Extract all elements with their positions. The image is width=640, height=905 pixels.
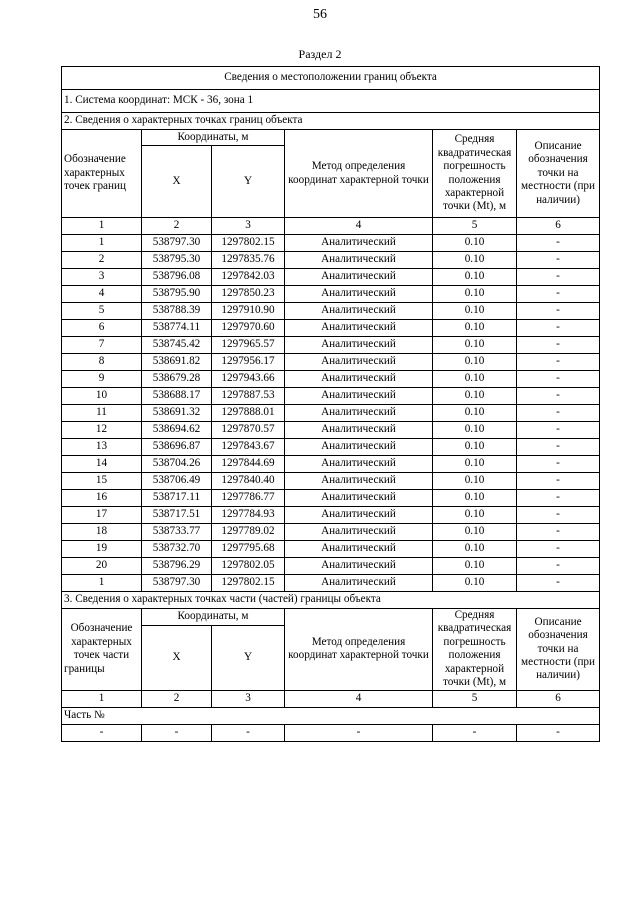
table-cell: 2	[62, 252, 142, 269]
table-cell: Аналитический	[285, 524, 433, 541]
table-cell: 538696.87	[142, 439, 212, 456]
table-row	[62, 337, 600, 354]
table-cell: -	[142, 724, 212, 741]
table-cell: 0.10	[433, 541, 517, 558]
table-cell: 16	[62, 490, 142, 507]
table-cell: -	[517, 354, 600, 371]
table-cell: 0.10	[433, 490, 517, 507]
column-number: 2	[142, 218, 212, 235]
table-title: Сведения о местоположении границ объекта	[62, 67, 600, 90]
table-cell: 5	[62, 303, 142, 320]
table-cell: 1297840.40	[212, 473, 285, 490]
table-cell: -	[285, 724, 433, 741]
column-number: 4	[285, 690, 433, 707]
table-row	[62, 575, 600, 592]
table-cell: Аналитический	[285, 388, 433, 405]
table-cell: 18	[62, 524, 142, 541]
table-cell: 0.10	[433, 575, 517, 592]
table-cell: 1297789.02	[212, 524, 285, 541]
table-row	[62, 558, 600, 575]
table-cell: 1	[62, 575, 142, 592]
table-cell: Аналитический	[285, 507, 433, 524]
table-cell: -	[517, 303, 600, 320]
table-cell: 538691.32	[142, 405, 212, 422]
table-cell: -	[517, 286, 600, 303]
part-method-header: Метод определения координат характерной точки	[285, 609, 433, 691]
table-row	[62, 507, 600, 524]
table-cell: -	[517, 371, 600, 388]
designation-header: Обозначение характерных точек границ	[62, 130, 142, 218]
table-cell: Аналитический	[285, 490, 433, 507]
table-cell: 538796.08	[142, 269, 212, 286]
table-cell: 1297802.15	[212, 235, 285, 252]
table-cell: 9	[62, 371, 142, 388]
table-cell: 1297888.01	[212, 405, 285, 422]
part-designation-header: Обозначение характерных точек части границы	[62, 609, 142, 691]
table-cell: 0.10	[433, 524, 517, 541]
table-cell: -	[517, 252, 600, 269]
y-header: Y	[212, 146, 285, 218]
column-number: 3	[212, 218, 285, 235]
table-cell: Аналитический	[285, 252, 433, 269]
table-cell: -	[517, 337, 600, 354]
column-number: 6	[517, 690, 600, 707]
table-cell: Аналитический	[285, 541, 433, 558]
table-cell: 0.10	[433, 456, 517, 473]
part-coords-header: Координаты, м	[142, 609, 285, 626]
table-cell: Аналитический	[285, 422, 433, 439]
table-cell: 538717.51	[142, 507, 212, 524]
table-cell: 4	[62, 286, 142, 303]
table-cell: 0.10	[433, 371, 517, 388]
table-cell: 1	[62, 235, 142, 252]
table-row	[62, 320, 600, 337]
table-cell: 538706.49	[142, 473, 212, 490]
table-row	[62, 473, 600, 490]
table-cell: 7	[62, 337, 142, 354]
table-cell: 1297784.93	[212, 507, 285, 524]
column-number: 3	[212, 690, 285, 707]
table-cell: 538795.90	[142, 286, 212, 303]
method-header: Метод определения координат характерной точки	[285, 130, 433, 218]
boundary-table	[61, 66, 600, 742]
table-cell: -	[517, 269, 600, 286]
table-row	[62, 439, 600, 456]
table-cell: -	[62, 724, 142, 741]
table-cell: Аналитический	[285, 269, 433, 286]
table-cell: 0.10	[433, 320, 517, 337]
table-cell: 538717.11	[142, 490, 212, 507]
part2-title: 2. Сведения о характерных точках границ объекта	[62, 113, 600, 130]
table-cell: Аналитический	[285, 558, 433, 575]
table-cell: 20	[62, 558, 142, 575]
empty-part-row	[62, 724, 600, 741]
table-cell: 0.10	[433, 354, 517, 371]
part-y-header: Y	[212, 625, 285, 690]
part-column-numbers-row	[62, 690, 600, 707]
table-cell: 6	[62, 320, 142, 337]
column-number: 6	[517, 218, 600, 235]
table-row	[62, 524, 600, 541]
table-cell: 0.10	[433, 269, 517, 286]
table-row	[62, 235, 600, 252]
table-cell: 538745.42	[142, 337, 212, 354]
table-cell: 0.10	[433, 405, 517, 422]
table-cell: 538694.62	[142, 422, 212, 439]
table-row	[62, 388, 600, 405]
table-row	[62, 354, 600, 371]
table-cell: 1297844.69	[212, 456, 285, 473]
table-cell: 538774.11	[142, 320, 212, 337]
table-cell: -	[517, 388, 600, 405]
coords-header: Координаты, м	[142, 130, 285, 146]
column-number: 5	[433, 218, 517, 235]
table-cell: -	[517, 235, 600, 252]
table-cell: 0.10	[433, 439, 517, 456]
table-cell: 0.10	[433, 507, 517, 524]
table-cell: 8	[62, 354, 142, 371]
table-cell: Аналитический	[285, 473, 433, 490]
table-cell: 1297786.77	[212, 490, 285, 507]
table-cell: 1297870.57	[212, 422, 285, 439]
table-cell: 538691.82	[142, 354, 212, 371]
column-number: 1	[62, 218, 142, 235]
table-cell: 0.10	[433, 558, 517, 575]
table-cell: Аналитический	[285, 456, 433, 473]
table-cell: 538788.39	[142, 303, 212, 320]
table-cell: 0.10	[433, 286, 517, 303]
table-cell: 1297842.03	[212, 269, 285, 286]
table-cell: 538795.30	[142, 252, 212, 269]
table-cell: 1297802.05	[212, 558, 285, 575]
table-cell: 1297970.60	[212, 320, 285, 337]
column-number: 1	[62, 690, 142, 707]
column-numbers-row	[62, 218, 600, 235]
table-cell: 538732.70	[142, 541, 212, 558]
table-cell: Аналитический	[285, 337, 433, 354]
table-cell: 0.10	[433, 473, 517, 490]
table-cell: 538733.77	[142, 524, 212, 541]
table-cell: -	[517, 439, 600, 456]
error-header: Средняя квадратическая погрешность положения характерной точки (Mt), м	[433, 130, 517, 218]
table-cell: 15	[62, 473, 142, 490]
table-cell: Аналитический	[285, 371, 433, 388]
table-cell: 1297887.53	[212, 388, 285, 405]
table-cell: -	[517, 541, 600, 558]
table-cell: 10	[62, 388, 142, 405]
table-cell: 3	[62, 269, 142, 286]
table-cell: -	[517, 507, 600, 524]
table-row	[62, 422, 600, 439]
table-cell: Аналитический	[285, 405, 433, 422]
table-cell: -	[517, 456, 600, 473]
table-cell: Аналитический	[285, 575, 433, 592]
table-cell: 0.10	[433, 388, 517, 405]
page-number: 56	[313, 7, 327, 22]
column-number: 4	[285, 218, 433, 235]
table-row	[62, 252, 600, 269]
part-x-header: X	[142, 625, 212, 690]
table-row	[62, 405, 600, 422]
column-number: 5	[433, 690, 517, 707]
section-title: Раздел 2	[298, 47, 342, 61]
table-cell: -	[517, 405, 600, 422]
table-cell: -	[433, 724, 517, 741]
table-cell: 1297956.17	[212, 354, 285, 371]
table-row	[62, 269, 600, 286]
table-cell: 1297910.90	[212, 303, 285, 320]
part-error-header: Средняя квадратическая погрешность положения характерной точки (Mt), м	[433, 609, 517, 691]
table-cell: -	[517, 320, 600, 337]
table-cell: 1297802.15	[212, 575, 285, 592]
table-cell: -	[517, 490, 600, 507]
table-cell: 538797.30	[142, 575, 212, 592]
table-cell: -	[212, 724, 285, 741]
table-row	[62, 490, 600, 507]
table-cell: Аналитический	[285, 354, 433, 371]
description-header: Описание обозначения точки на местности (при наличии)	[517, 130, 600, 218]
part-description-header: Описание обозначения точки на местности (при наличии)	[517, 609, 600, 691]
table-cell: 0.10	[433, 337, 517, 354]
column-number: 2	[142, 690, 212, 707]
points-body	[62, 235, 600, 592]
table-cell: 1297850.23	[212, 286, 285, 303]
table-cell: -	[517, 473, 600, 490]
table-cell: -	[517, 558, 600, 575]
table-cell: 538688.17	[142, 388, 212, 405]
table-cell: 17	[62, 507, 142, 524]
table-cell: Аналитический	[285, 320, 433, 337]
table-cell: -	[517, 422, 600, 439]
table-cell: 1297795.68	[212, 541, 285, 558]
table-cell: -	[517, 724, 600, 741]
table-cell: -	[517, 524, 600, 541]
table-cell: 538679.28	[142, 371, 212, 388]
table-row	[62, 303, 600, 320]
table-cell: 12	[62, 422, 142, 439]
part-number-label: Часть №	[62, 707, 600, 724]
table-cell: 0.10	[433, 235, 517, 252]
part3-title: 3. Сведения о характерных точках части (частей) границы объекта	[62, 592, 600, 609]
x-header: X	[142, 146, 212, 218]
coord-system: 1. Система координат: МСК - 36, зона 1	[62, 90, 600, 113]
table-cell: 13	[62, 439, 142, 456]
table-cell: Аналитический	[285, 439, 433, 456]
table-cell: 0.10	[433, 303, 517, 320]
table-cell: Аналитический	[285, 286, 433, 303]
table-cell: Аналитический	[285, 303, 433, 320]
table-cell: 538797.30	[142, 235, 212, 252]
table-row	[62, 286, 600, 303]
table-cell: -	[517, 575, 600, 592]
table-row	[62, 541, 600, 558]
table-cell: 1297943.66	[212, 371, 285, 388]
table-cell: 0.10	[433, 252, 517, 269]
table-row	[62, 456, 600, 473]
table-cell: 1297835.76	[212, 252, 285, 269]
table-cell: 19	[62, 541, 142, 558]
table-cell: 538796.29	[142, 558, 212, 575]
table-cell: 14	[62, 456, 142, 473]
table-cell: 1297965.57	[212, 337, 285, 354]
table-cell: 1297843.67	[212, 439, 285, 456]
table-cell: 0.10	[433, 422, 517, 439]
table-cell: 538704.26	[142, 456, 212, 473]
table-row	[62, 371, 600, 388]
table-cell: 11	[62, 405, 142, 422]
table-cell: Аналитический	[285, 235, 433, 252]
